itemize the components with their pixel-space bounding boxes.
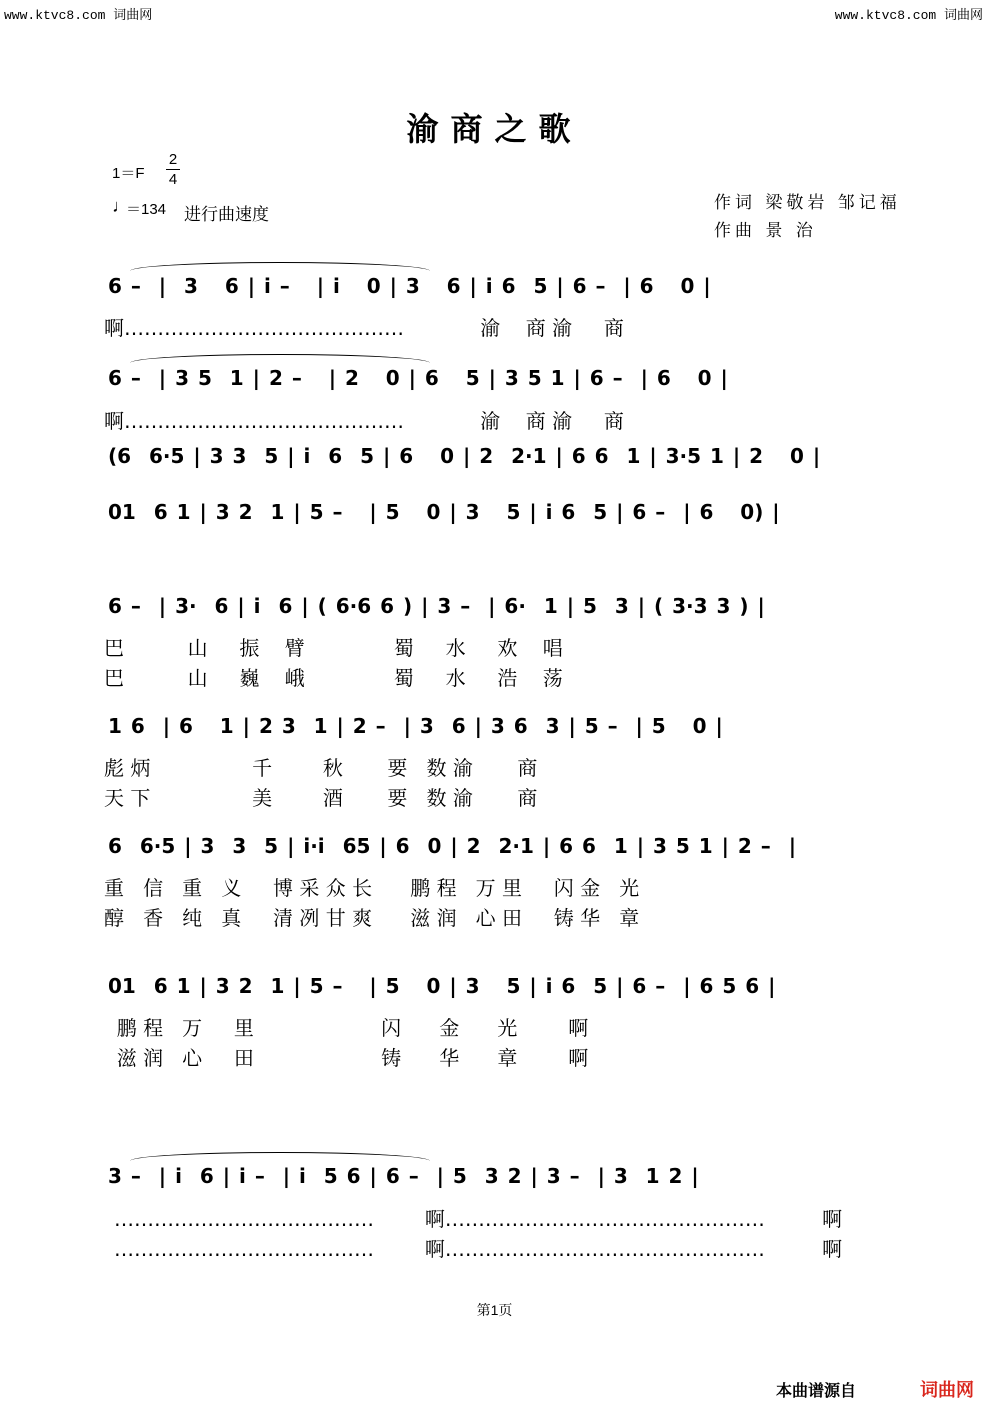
score-notes-8: 01 6 1 | 3 2 1 | 5 – | 5 0 | 3 5 | i 6 5 | 6 – | 6 5 6 | <box>108 974 776 998</box>
quarter-note-icon: ♩ <box>112 196 130 216</box>
page-number: 第1页 <box>476 1302 513 1318</box>
score-notes-2: 6 – | 3 5 1 | 2 – | 2 0 | 6 5 | 3 5 1 | 6 – | 6 0 | <box>108 366 728 390</box>
lyric-line-2: 啊…………………………………… 渝 商 渝 商 <box>104 409 624 433</box>
lyric-line-1: 啊…………………………………… 渝 商 渝 商 <box>104 316 624 340</box>
source-label: 本曲谱源自 <box>776 1383 857 1400</box>
tempo-text: 进行曲速度 <box>184 205 269 224</box>
score-line-8 <box>100 964 926 1008</box>
score-line-2 <box>100 356 926 400</box>
score-notes-6: 1 6 | 6 1 | 2 3 1 | 2 – | 3 6 | 3 6 3 | 5 – | 5 0 | <box>108 714 723 738</box>
score-line-9 <box>100 1154 926 1198</box>
composer-credit: 作曲 景 治 <box>714 221 817 241</box>
tempo-mark: ＝134 <box>126 201 167 218</box>
lyric-line-6a: 彪 炳 千 秋 要 数 渝 商 <box>104 756 538 780</box>
site-logo: 词曲网 <box>920 1380 974 1400</box>
score-line-7 <box>100 824 926 868</box>
song-title: 渝商之歌 <box>406 110 583 148</box>
time-signature-bottom: 4 <box>168 171 178 188</box>
lyric-line-6b: 天 下 美 酒 要 数 渝 商 <box>104 786 538 810</box>
lyricist-credit: 作词 梁敬岩 邹记福 <box>714 193 901 213</box>
lyric-line-7a: 重 信 重 义 博 采 众 长 鹏 程 万 里 闪 金 光 <box>104 876 640 900</box>
lyric-line-5a: 巴 山 振 臂 蜀 水 欢 唱 <box>104 636 563 660</box>
lyric-line-7b: 醇 香 纯 真 清 冽 甘 爽 滋 润 心 田 铸 华 章 <box>104 906 640 930</box>
lyric-line-9a: ………………………………… 啊………………………………………… 啊 <box>114 1207 843 1231</box>
score-line-3 <box>100 434 926 478</box>
score-notes-7: 6 6·5 | 3 3 5 | i·i 65 | 6 0 | 2 2·1 | 6 6 1 | 3 5 1 | 2 – | <box>108 834 796 858</box>
score-notes-3: (6 6·5 | 3 3 5 | i 6 5 | 6 0 | 2 2·1 | 6 6 1 | 3·5 1 | 2 0 | <box>108 444 821 468</box>
time-signature-top: 2 <box>168 151 178 168</box>
time-signature <box>166 150 180 189</box>
score-line-6 <box>100 704 926 748</box>
lyric-line-5b: 巴 山 巍 峨 蜀 水 浩 荡 <box>104 666 563 690</box>
lyric-line-8a: 鹏 程 万 里 闪 金 光 啊 <box>104 1016 589 1040</box>
score-notes-1: 6 – | 3 6 | i – | i 0 | 3 6 | i 6 5 | 6 – | 6 0 | <box>108 274 711 298</box>
score-line-4 <box>100 490 926 534</box>
lyric-line-9b: ………………………………… 啊………………………………………… 啊 <box>114 1237 843 1261</box>
score-line-5 <box>100 584 926 628</box>
site-watermark-right: www.ktvc8.com 词曲网 <box>834 8 983 23</box>
score-notes-5: 6 – | 3· 6 | i 6 | ( 6·6 6 ) | 3 – | 6· 1 | 5 3 | ( 3·3 3 ) | <box>108 594 765 618</box>
score-notes-9: 3 – | i 6 | i – | i 5 6 | 6 – | 5 3 2 | 3 – | 3 1 2 | <box>108 1164 699 1188</box>
lyric-line-8b: 滋 润 心 田 铸 华 章 啊 <box>104 1046 589 1070</box>
score-line-1 <box>100 264 926 308</box>
key-signature: 1＝F <box>112 165 145 182</box>
score-notes-4: 01 6 1 | 3 2 1 | 5 – | 5 0 | 3 5 | i 6 5 | 6 – | 6 0) | <box>108 500 780 524</box>
site-watermark-left: www.ktvc8.com 词曲网 <box>4 8 153 23</box>
